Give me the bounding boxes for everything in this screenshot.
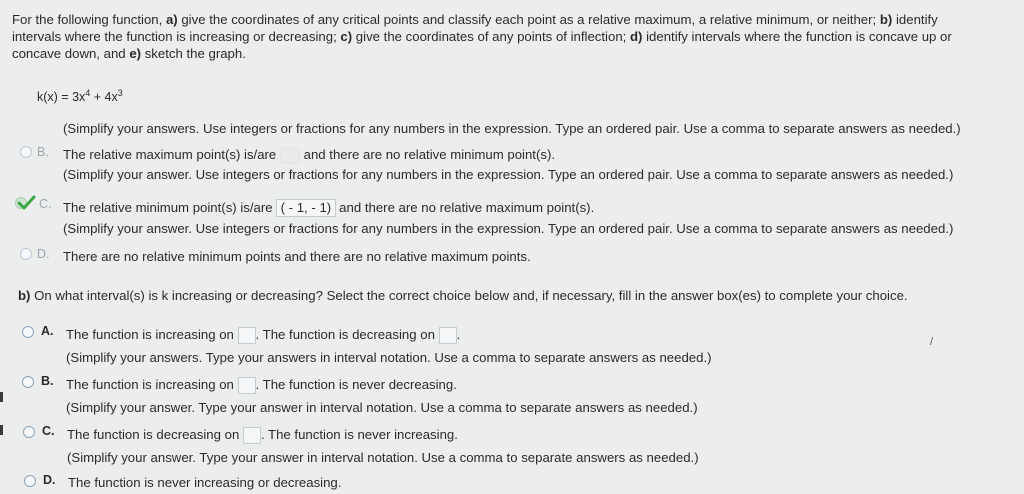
option-b-text: The relative maximum point(s) is/are and there are no relative minimum point(s). (63, 147, 555, 164)
radio-b-option-c[interactable] (23, 426, 35, 438)
answer-box-decreasing[interactable] (243, 427, 261, 444)
option-letter: C. (42, 424, 55, 438)
radio-b-option-b[interactable] (22, 376, 34, 388)
option-a-text: The function is increasing on . The function is decreasing on . (66, 327, 460, 344)
option-c-hint: (Simplify your answer. Use integers or fractions for any numbers in the expression. Type an ordered pair. Use a comma to separate answers as needed.) (63, 221, 954, 236)
option-letter: B. (41, 374, 54, 388)
radio-b-option-a[interactable] (22, 326, 34, 338)
option-letter: A. (41, 324, 54, 338)
edge-mark (0, 425, 3, 435)
question-line-1: For the following function, a) give the coordinates of any critical points and classify each point as a relative maximum, a relative minimum, or neither; b) identify (12, 12, 938, 27)
answer-box-decreasing[interactable] (439, 327, 457, 344)
option-b-hint: (Simplify your answer. Type your answer in interval notation. Use a comma to separate answers as needed.) (66, 400, 698, 415)
answer-value[interactable]: ( - 1, - 1) (276, 199, 337, 217)
correct-check-icon (15, 195, 41, 211)
question-line-2: intervals where the function is increasing or decreasing; c) give the coordinates of any points of inflection; d) identify intervals where the function is concave up or (12, 29, 952, 44)
edge-mark (0, 392, 3, 402)
answer-box-increasing[interactable] (238, 377, 256, 394)
part-b-question: b) On what interval(s) is k increasing or decreasing? Select the correct choice below and, if necessary, fill in the answer box(es) to complete your choice. (18, 288, 908, 303)
stray-mark: / (930, 336, 934, 348)
option-letter: D. (43, 473, 56, 487)
radio-a-option-d[interactable] (20, 248, 32, 260)
option-b-text: The function is increasing on . The function is never decreasing. (66, 377, 457, 394)
option-b-hint: (Simplify your answer. Use integers or fractions for any numbers in the expression. Type an ordered pair. Use a comma to separate answers as needed.) (63, 167, 954, 182)
option-a-hint: (Simplify your answers. Type your answers in interval notation. Use a comma to separate answers as needed.) (66, 350, 712, 365)
option-letter: D. (37, 247, 50, 261)
question-line-3: concave down, and e) sketch the graph. (12, 46, 246, 61)
answer-box-increasing[interactable] (238, 327, 256, 344)
option-letter: B. (37, 145, 49, 159)
option-d-text: The function is never increasing or decreasing. (68, 475, 342, 490)
option-d-text: There are no relative minimum points and there are no relative maximum points. (63, 249, 531, 264)
option-c-text: The relative minimum point(s) is/are ( - 1, - 1) and there are no relative maximum point(s). (63, 200, 595, 215)
option-c-hint: (Simplify your answer. Type your answer in interval notation. Use a comma to separate answers as needed.) (67, 450, 699, 465)
radio-a-option-b[interactable] (20, 146, 32, 158)
answer-box[interactable] (280, 147, 300, 164)
function-expression: $k(x) = 3x^4 + 4x^3$ (37, 88, 123, 105)
option-letter: C. (39, 197, 52, 211)
radio-b-option-d[interactable] (24, 475, 36, 487)
option-c-text: The function is decreasing on . The function is never increasing. (67, 427, 458, 444)
part-a-hint: (Simplify your answers. Use integers or fractions for any numbers in the expression. Type an ordered pair. Use a comma to separate answers as needed.) (63, 121, 961, 136)
